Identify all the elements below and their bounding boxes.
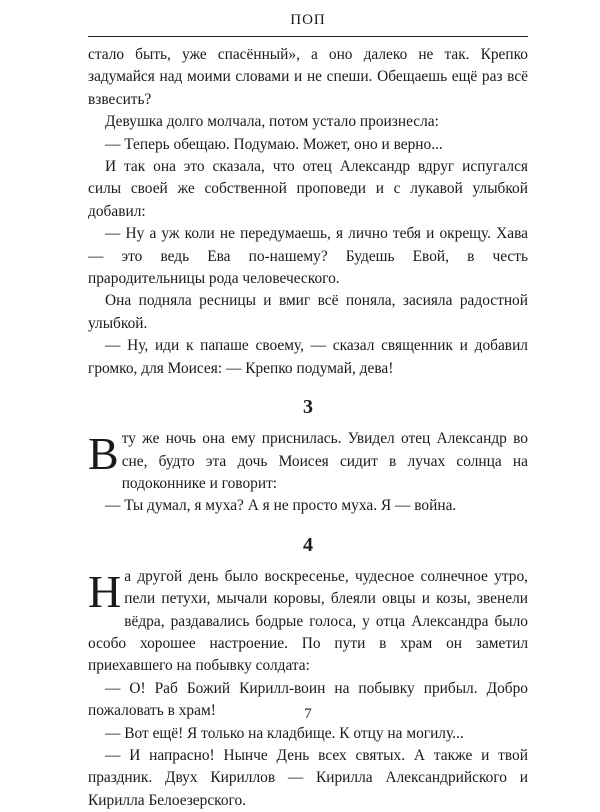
running-header: ПОП bbox=[290, 12, 326, 28]
section-number-4: 4 bbox=[303, 533, 313, 556]
page-body bbox=[88, 44, 528, 812]
section-number-3: 3 bbox=[303, 396, 313, 419]
drop-cap: Н bbox=[88, 565, 122, 617]
header-rule bbox=[88, 36, 528, 37]
paragraph: — Вот ещё! Я только на кладбище. К отцу на могилу... bbox=[105, 724, 464, 742]
section-3-opening-paragraph bbox=[88, 428, 528, 495]
section-3-opening-text: ту же ночь она ему приснилась. Увидел отец Александр во сне, будто эта дочь Моисея сидит в лучах солнца на подоконнике и говорит: bbox=[121, 430, 528, 492]
page-number: 7 bbox=[304, 706, 312, 722]
paragraph: — Ты думал, я муха? А я не просто муха. Я — война. bbox=[105, 497, 457, 515]
paragraph: И так она это сказала, что отец Александр вдруг испугался силы своей же собственной проповеди и с лукавой улыбкой добавил: bbox=[88, 158, 528, 220]
paragraph: Она подняла ресницы и вмиг всё поняла, засияла радостной улыбкой. bbox=[88, 292, 528, 332]
paragraph: — Теперь обещаю. Подумаю. Может, оно и верно... bbox=[105, 135, 443, 153]
paragraph: Девушка долго молчала, потом устало произнесла: bbox=[105, 113, 439, 131]
paragraph-continued: стало быть, уже спасённый», а оно далеко не так. Крепко задумайся над моими словами и не спеши. Обещаешь ещё раз всё взвесить? bbox=[88, 46, 528, 108]
section-4-opening-paragraph bbox=[88, 566, 528, 678]
paragraph: — О! Раб Божий Кирилл-воин на побывку прибыл. Добро пожаловать в храм! bbox=[88, 679, 528, 720]
section-4-opening-text: а другой день было воскресенье, чудесное солнечное утро, пели петухи, мычали коровы, блеяли овцы и козы, звенели вёдра, раздавались бодрые голоса, у отца Александра было особо хорошее настроение. По пути в храм он заметил приехавшего на побывку солдата: bbox=[88, 567, 528, 675]
paragraph: — И напрасно! Нынче День всех святых. А также и твой праздник. Двух Кириллов — Кирилла Александрийского и Кирилла Белоезерского. bbox=[88, 746, 528, 809]
paragraph: — Ну а уж коли не передумаешь, я лично тебя и окрещу. Хава — это ведь Ева по-нашему? Будешь Евой, в честь прародительницы рода человеческого. bbox=[88, 225, 528, 288]
drop-cap: В bbox=[88, 428, 119, 480]
paragraph: — Ну, иди к папаше своему, — сказал священник и добавил громко, для Моисея: — Крепко подумай, дева! bbox=[88, 337, 528, 377]
